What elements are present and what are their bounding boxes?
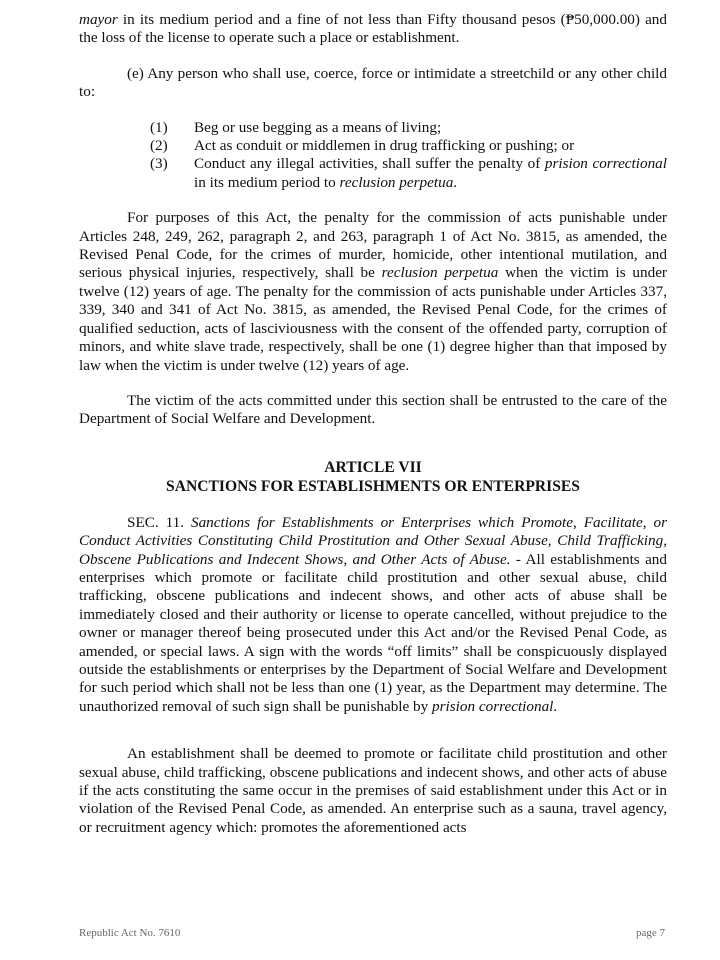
list-number: (2) (150, 137, 168, 155)
footer-act-title: Republic Act No. 7610 (79, 927, 181, 939)
article-number: ARTICLE VII (324, 458, 422, 476)
paragraph-victim-care: The victim of the acts committed under this section shall be entrusted to the care of the Department of Social Welfare and Development. (79, 391, 667, 428)
list-item (150, 119, 667, 137)
list-text: Beg or use begging as a means of living; (194, 118, 442, 136)
section-body-end: . (553, 697, 558, 715)
footer-page-number: page 7 (635, 927, 665, 939)
paragraph-text: in its medium period and a fine of not less than Fifty thousand pesos (₱50,000.00) and the loss of the license to operate such a place or establishment. (79, 11, 667, 47)
paragraph-establishment-deemed: An establishment shall be deemed to promote or facilitate child prostitution and other sexual abuse, child trafficking, obscene publications and indecent shows, and other acts of abuse if the acts constituting the same occur in the premises of said establishment under this Act or in violation of the Revised Penal Code, as amended. An enterprise such as a sauna, travel agency, or recruitment agency which: promotes the aforementioned acts (79, 745, 667, 836)
paragraph-penalty-continuation (79, 11, 667, 48)
list-item (150, 137, 667, 155)
italic-term: reclusion perpetua (381, 264, 499, 282)
italic-term: prision correctional (544, 155, 667, 173)
italic-term: prision correctional (432, 697, 554, 715)
offense-list (150, 119, 667, 193)
section-body: - All establishments and enterprises which promote or facilitate child prostitution and other sexual abuse, child trafficking, obscene publications and indecent shows, and other acts of abuse shall be immediately closed and their authority or license to operate cancelled, without prejudice to the owner or manager thereof being prosecuted under this Act and/or the Revised Penal Code, as amended, or special laws. A sign with the words “off limits” shall be conspicuously displayed outside the establishments or enterprises by the Department of Social Welfare and Development for such period which shall not be less than one (1) year, as the Department may determine. The unauthorized removal of such sign shall be punishable by (79, 550, 667, 715)
paragraph-text: For purposes of this Act, the penalty for the commission of acts punishable under Articles 248, 249, 262, paragraph 2, and 263, paragraph 1 of Act No. 3815, as amended, the Revised Penal Code, for the crimes of murder, homicide, other intentional mutilation, and serious physical injuries, respectively, shall be (79, 209, 667, 282)
list-text-part: Conduct any illegal activities, shall suffer the penalty of (194, 155, 545, 173)
list-number: (1) (150, 118, 168, 136)
section-11 (79, 514, 667, 716)
italic-term: mayor (79, 11, 118, 28)
list-text-part: in its medium period to (194, 173, 340, 191)
paragraph-penalty-purposes (79, 209, 667, 375)
list-text: Act as conduit or middlemen in drug trafficking or pushing; or (194, 137, 575, 155)
document-body (79, 11, 667, 837)
list-item (150, 155, 667, 192)
italic-term: reclusion perpetua (339, 173, 454, 191)
paragraph-text: when the victim is under twelve (12) years of age. The penalty for the commission of acts punishable under Articles 337, 339, 340 and 341 of Act No. 3815, as amended, the Revised Penal Code, for the crimes of qualified seduction, acts of lasciviousness with the consent of the offended party, corruption of minors, and white slave trade, respectively, shall be one (1) degree higher than that imposed by law when the victim is under twelve (12) years of age. (79, 264, 667, 374)
list-number: (3) (150, 155, 168, 173)
section-label: SEC. 11. (127, 513, 185, 531)
section-heading: Sanctions for Establishments or Enterprises which Promote, Facilitate, or Conduct Activities Constituting Child Prostitution and Other Sexual Abuse, Child Trafficking, Obscene Publications and Indecent Shows, and Other Acts of Abuse. (79, 513, 668, 568)
list-text (194, 155, 667, 192)
article-title: SANCTIONS FOR ESTABLISHMENTS OR ENTERPRISES (166, 477, 580, 495)
paragraph-item-e: (e) Any person who shall use, coerce, force or intimidate a streetchild or any other child to: (79, 64, 667, 101)
list-text-part: . (453, 173, 458, 191)
